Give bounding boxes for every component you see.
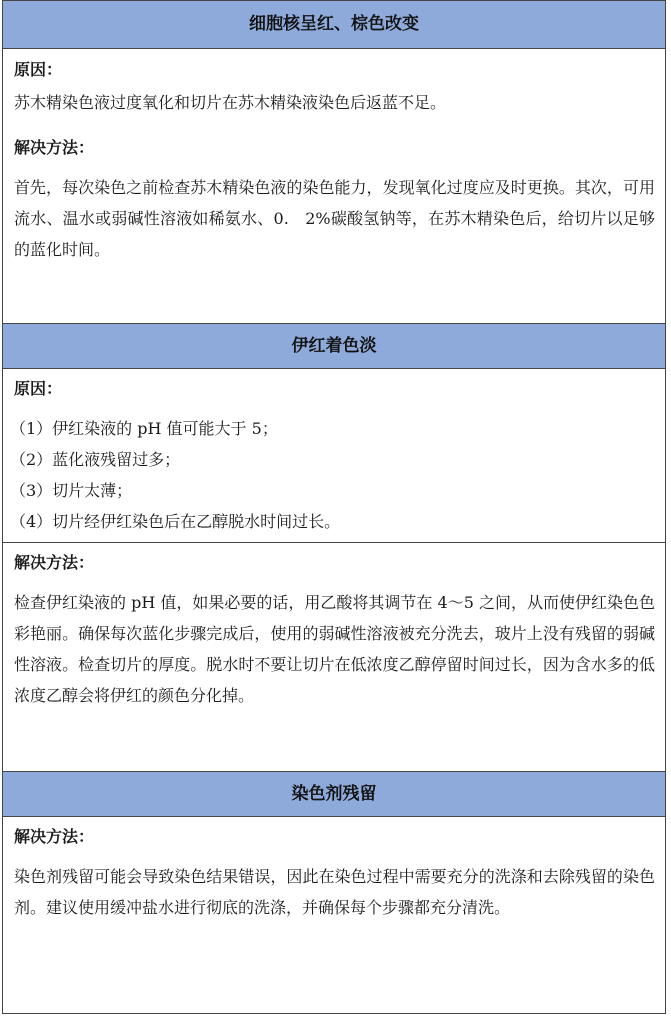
solution-block bbox=[3, 138, 665, 265]
solution-text: 染色剂残留可能会导致染色结果错误，因此在染色过程中需要充分的洗涤和去除残留的染色剂。建议使用缓冲盐水进行彻底的洗涤，并确保每个步骤都充分清洗。 bbox=[14, 867, 655, 917]
cause-item: （1）伊红染液的 pH 值可能大于 5； bbox=[10, 419, 278, 438]
section-title: 细胞核呈红、棕色改变 bbox=[249, 14, 419, 34]
cause-block bbox=[3, 60, 665, 118]
solution-text: 首先，每次染色之前检查苏木精染色液的染色能力，发现氧化过度应及时更换。其次，可用流水、温水或弱碱性溶液如稀氨水、0. 2%碳酸氢钠等，在苏木精染色后，给切片以足够的蓝化时间。 bbox=[14, 178, 655, 259]
cause-label: 原因： bbox=[14, 60, 63, 79]
cause-item: （4）切片经伊红染色后在乙醇脱水时间过长。 bbox=[10, 512, 341, 531]
section-header-stain-residue bbox=[3, 771, 665, 817]
cause-item: （2）蓝化液残留过多； bbox=[10, 450, 181, 469]
solution-label: 解决方法： bbox=[14, 138, 95, 157]
solution-block bbox=[3, 542, 665, 711]
solution-label: 解决方法： bbox=[14, 553, 95, 572]
cause-label: 原因： bbox=[14, 379, 63, 398]
section-title: 伊红着色淡 bbox=[291, 336, 377, 356]
section-title: 染色剂残留 bbox=[291, 784, 377, 804]
cause-item: （3）切片太薄； bbox=[10, 481, 133, 500]
solution-label: 解决方法： bbox=[14, 827, 95, 846]
solution-block bbox=[3, 827, 665, 923]
cause-block bbox=[3, 379, 665, 537]
document-table bbox=[2, 0, 666, 1014]
cause-text: 苏木精染色液过度氧化和切片在苏木精染液染色后返蓝不足。 bbox=[14, 93, 447, 112]
solution-text: 检查伊红染液的 pH 值，如果必要的话，用乙酸将其调节在 4～5 之间，从而使伊红染色色彩艳丽。确保每次蓝化步骤完成后，使用的弱碱性溶液被充分洗去，玻片上没有残留的弱碱性溶液。检查切片的厚度。脱水时不要让切片在低浓度乙醇停留时间过长，因为含水多的低浓度乙醇会将伊红的颜色分化掉。 bbox=[14, 593, 655, 705]
section-header-nucleus-color bbox=[3, 0, 665, 49]
section-header-eosin-light bbox=[3, 323, 665, 369]
